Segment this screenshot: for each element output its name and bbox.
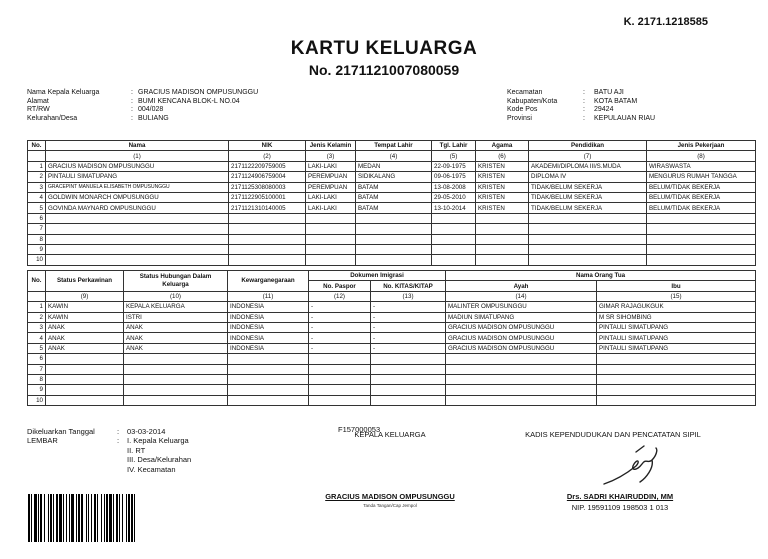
kadis-nip: NIP. 19591109 198503 1 013	[571, 503, 669, 512]
col-header: Ayah	[446, 281, 597, 291]
signature-icon	[596, 440, 676, 490]
table-row: 7	[28, 364, 756, 374]
serial-number: F157000053	[338, 425, 381, 434]
status-number-row	[28, 291, 756, 301]
table-row: 4 GOLDWIN MONARCH OMPUSUNGGU 2171122905100001 LAKI-LAKI BATAM 29-05-2010 KRISTEN TIDAK/BELUM SEKERJA BELUM/TIDAK BEKERJA	[28, 192, 756, 202]
members-header-row	[28, 141, 756, 151]
table-row: 1 GRACIUS MADISON OMPUSUNGGU 2171122209759005 LAKI-LAKI MEDAN 22-09-1975 KRISTEN AKADEMI/DIPLOMA III/S.MUDA WIRASWASTA	[28, 161, 756, 171]
table-row: 2 PINTAULI SIMATUPANG 2171124906759004 PEREMPUAN SIDIKALANG 09-06-1975 KRISTEN DIPLOMA IV MENGURUS RUMAH TANGGA	[28, 172, 756, 182]
lembar-item: IV. Kecamatan	[127, 464, 176, 474]
table-row: 9	[28, 244, 756, 254]
col-header: Agama	[476, 141, 529, 151]
info-row: Provinsi : KEPULAUAN RIAU	[507, 114, 656, 122]
info-row: Kecamatan : BATU AJI	[507, 89, 624, 96]
col-header: No. Paspor	[309, 281, 371, 291]
col-header: Status Perkawinan	[46, 271, 124, 292]
info-row: Alamat : BUMI KENCANA BLOK-L NO.04	[27, 97, 240, 105]
document-number: No. 2171121007080059	[308, 62, 460, 78]
table-row: 5 ANAK ANAK INDONESIA - - GRACIUS MADISON OMPUSUNGGU PINTAULI SIMATUPANG	[28, 343, 756, 353]
table-row: 6	[28, 354, 756, 364]
col-header: Jenis Pekerjaan	[647, 141, 756, 151]
col-header: Dokumen Imigrasi	[309, 271, 446, 281]
col-number: (10)	[124, 291, 228, 301]
col-header: No.	[28, 271, 46, 292]
lembar-item: I. Kepala Keluarga	[127, 436, 189, 446]
members-table	[27, 140, 756, 266]
info-row: Nama Kepala Keluarga : GRACIUS MADISON OMPUSUNGGU	[27, 89, 259, 96]
kadis-name: Drs. SADRI KHAIRUDDIN, MM	[566, 492, 674, 501]
signature-note: Tanda Tangan/Cap Jempol	[363, 503, 417, 508]
table-row: 9	[28, 385, 756, 395]
kadis-label: KADIS KEPENDUDUKAN DAN PENCATATAN SIPIL	[525, 430, 701, 439]
col-number: (5)	[432, 151, 476, 161]
col-number: (12)	[309, 291, 371, 301]
table-row: 8	[28, 374, 756, 384]
col-header: NIK	[229, 141, 306, 151]
col-number: (1)	[46, 151, 229, 161]
table-row: 10	[28, 395, 756, 405]
col-number: (6)	[476, 151, 529, 161]
lembar-item: III. Desa/Kelurahan	[127, 455, 192, 465]
lembar-list	[127, 446, 191, 474]
col-number: (8)	[647, 151, 756, 161]
info-row: Kode Pos : 29424	[507, 106, 614, 114]
barcode-icon	[28, 494, 228, 542]
issued-date-label: Dikeluarkan Tanggal	[27, 427, 95, 436]
info-row: Kabupaten/Kota : KOTA BATAM	[507, 97, 638, 105]
table-row: 8	[28, 234, 756, 244]
household-info-right	[507, 89, 655, 123]
col-header: Status Hubungan Dalam Keluarga	[124, 271, 228, 292]
col-number: (4)	[356, 151, 432, 161]
household-info-left	[27, 89, 258, 123]
col-number: (13)	[371, 291, 446, 301]
col-number: (2)	[229, 151, 306, 161]
table-row: 3 GRACEPINT MANUELA ELISABETH OMPUSUNGGU 2171125308080003 PEREMPUAN BATAM 13-08-2008 KRISTEN TIDAK/BELUM SEKERJA BELUM/TIDAK BEKERJA	[28, 182, 756, 192]
col-header: No.	[28, 141, 46, 151]
status-header-row	[28, 271, 756, 281]
kepala-keluarga-label: KEPALA KELUARGA	[354, 430, 426, 439]
col-number: (14)	[446, 291, 597, 301]
col-header: Pendidikan	[529, 141, 647, 151]
col-header: Tempat Lahir	[356, 141, 432, 151]
col-number: (11)	[228, 291, 309, 301]
col-number: (7)	[529, 151, 647, 161]
col-header: Ibu	[597, 281, 756, 291]
col-number: (9)	[46, 291, 124, 301]
table-row: 5 GOVINDA MAYNARD OMPUSUNGGU 2171121310140005 LAKI-LAKI BATAM 13-10-2014 KRISTEN TIDAK/BELUM SEKERJA BELUM/TIDAK BEKERJA	[28, 203, 756, 213]
col-header: Jenis Kelamin	[306, 141, 356, 151]
info-row: RT/RW : 004/028	[27, 106, 164, 114]
info-row: Kelurahan/Desa : BULIANG	[27, 114, 169, 122]
table-row: 2 KAWIN ISTRI INDONESIA - - MADIUN SIMATUPANG M SR SIHOMBING	[28, 312, 756, 322]
col-header: Tgl. Lahir	[432, 141, 476, 151]
table-row: 3 ANAK ANAK INDONESIA - - GRACIUS MADISON OMPUSUNGGU PINTAULI SIMATUPANG	[28, 322, 756, 332]
document-title: KARTU KELUARGA	[290, 38, 478, 59]
status-table	[27, 270, 756, 406]
table-row: 7	[28, 224, 756, 234]
col-header: Nama	[46, 141, 229, 151]
col-number: (3)	[306, 151, 356, 161]
table-row: 1 KAWIN KEPALA KELUARGA INDONESIA - - MALINTER OMPUSUNGGU GIMAR RAJAGUKGUK	[28, 302, 756, 312]
members-number-row	[28, 151, 756, 161]
lembar-item: II. RT	[127, 445, 146, 455]
table-row: 10	[28, 255, 756, 265]
table-row: 6	[28, 213, 756, 223]
issued-date-value: 03-03-2014	[127, 427, 166, 436]
kepala-keluarga-name: GRACIUS MADISON OMPUSUNGGU	[325, 492, 455, 501]
kk-code: K. 2171.1218585	[623, 16, 708, 28]
table-row: 4 ANAK ANAK INDONESIA - - GRACIUS MADISON OMPUSUNGGU PINTAULI SIMATUPANG	[28, 333, 756, 343]
col-header: Kewarganegaraan	[228, 271, 309, 292]
issue-info: Dikeluarkan Tanggal : 03-03-2014 LEMBAR : I. Kepala Keluarga II. RT III. Desa/Kelurahan IV. Kecamatan	[27, 427, 192, 474]
lembar-label: LEMBAR	[27, 436, 58, 446]
col-header: Nama Orang Tua	[446, 271, 756, 281]
col-header: No. KITAS/KITAP	[371, 281, 446, 291]
col-number: (15)	[597, 291, 756, 301]
